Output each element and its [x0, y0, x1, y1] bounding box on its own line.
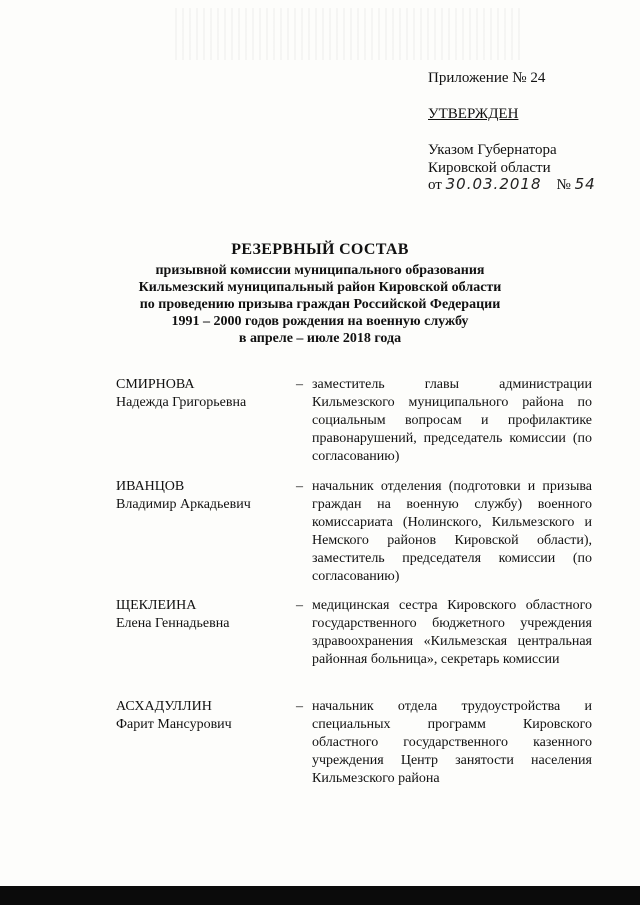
member-dash: –: [296, 377, 303, 392]
date-prefix: от: [428, 177, 442, 193]
decree-line-2: Кировской области: [428, 160, 551, 176]
member-name: [116, 698, 291, 734]
member-given-names: Елена Геннадьевна: [116, 616, 230, 631]
member-role: начальник отделения (подготовки и призыва граждан на военную службу) военного комиссариата (Нолинского, Кильмезского и Немского районов Кировской области), заместитель председателя комиссии (по согласованию): [312, 479, 592, 584]
approved-label: УТВЕРЖДЕН: [428, 106, 519, 122]
subtitle-line: 1991 – 2000 годов рождения на военную службу: [171, 314, 469, 329]
handwritten-date: 30.03.2018: [445, 175, 542, 193]
subtitle-line: Кильмезский муниципальный район Кировской области: [138, 280, 502, 295]
number-prefix: №: [556, 177, 571, 193]
member-dash: –: [296, 598, 303, 613]
member-role: начальник отдела трудоустройства и специальных программ Кировского областного государственного казенного учреждения Центр занятости населения Кильмезского района: [312, 699, 592, 786]
subtitle-line: по проведению призыва граждан Российской Федерации: [139, 297, 501, 312]
subtitle-line: призывной комиссии муниципального образования: [155, 263, 485, 278]
member-given-names: Надежда Григорьевна: [116, 395, 247, 410]
document-subtitle: [0, 262, 640, 347]
document-title: РЕЗЕРВНЫЙ СОСТАВ: [231, 241, 409, 258]
member-name: [116, 597, 291, 633]
member-name: [116, 376, 291, 412]
appendix-number: Приложение № 24: [428, 70, 546, 86]
member-role: медицинская сестра Кировского областного государственного бюджетного учреждения здравоохранения «Кильмезская центральная районная больница», секретарь комиссии: [312, 598, 592, 667]
member-given-names: Фарит Мансурович: [116, 717, 232, 732]
member-given-names: Владимир Аркадьевич: [116, 497, 251, 512]
scan-border: [0, 886, 640, 905]
member-dash: –: [296, 479, 303, 494]
member-surname: СМИРНОВА: [116, 377, 195, 392]
member-surname: АСХАДУЛЛИН: [116, 699, 212, 714]
member-surname: ИВАНЦОВ: [116, 479, 185, 494]
member-dash: –: [296, 699, 303, 714]
member-surname: ЩЕКЛЕИНА: [116, 598, 197, 613]
member-name: [116, 478, 291, 514]
member-role: заместитель главы администрации Кильмезского муниципального района по социальным вопросам и профилактике правонарушений, председатель комиссии (по согласованию): [312, 377, 592, 464]
scan-noise: [175, 8, 525, 60]
decree-date-line: [428, 175, 596, 195]
decree-line-1: Указом Губернатора: [428, 142, 557, 158]
handwritten-number: 54: [574, 175, 596, 193]
subtitle-line: в апреле – июле 2018 года: [238, 331, 402, 346]
